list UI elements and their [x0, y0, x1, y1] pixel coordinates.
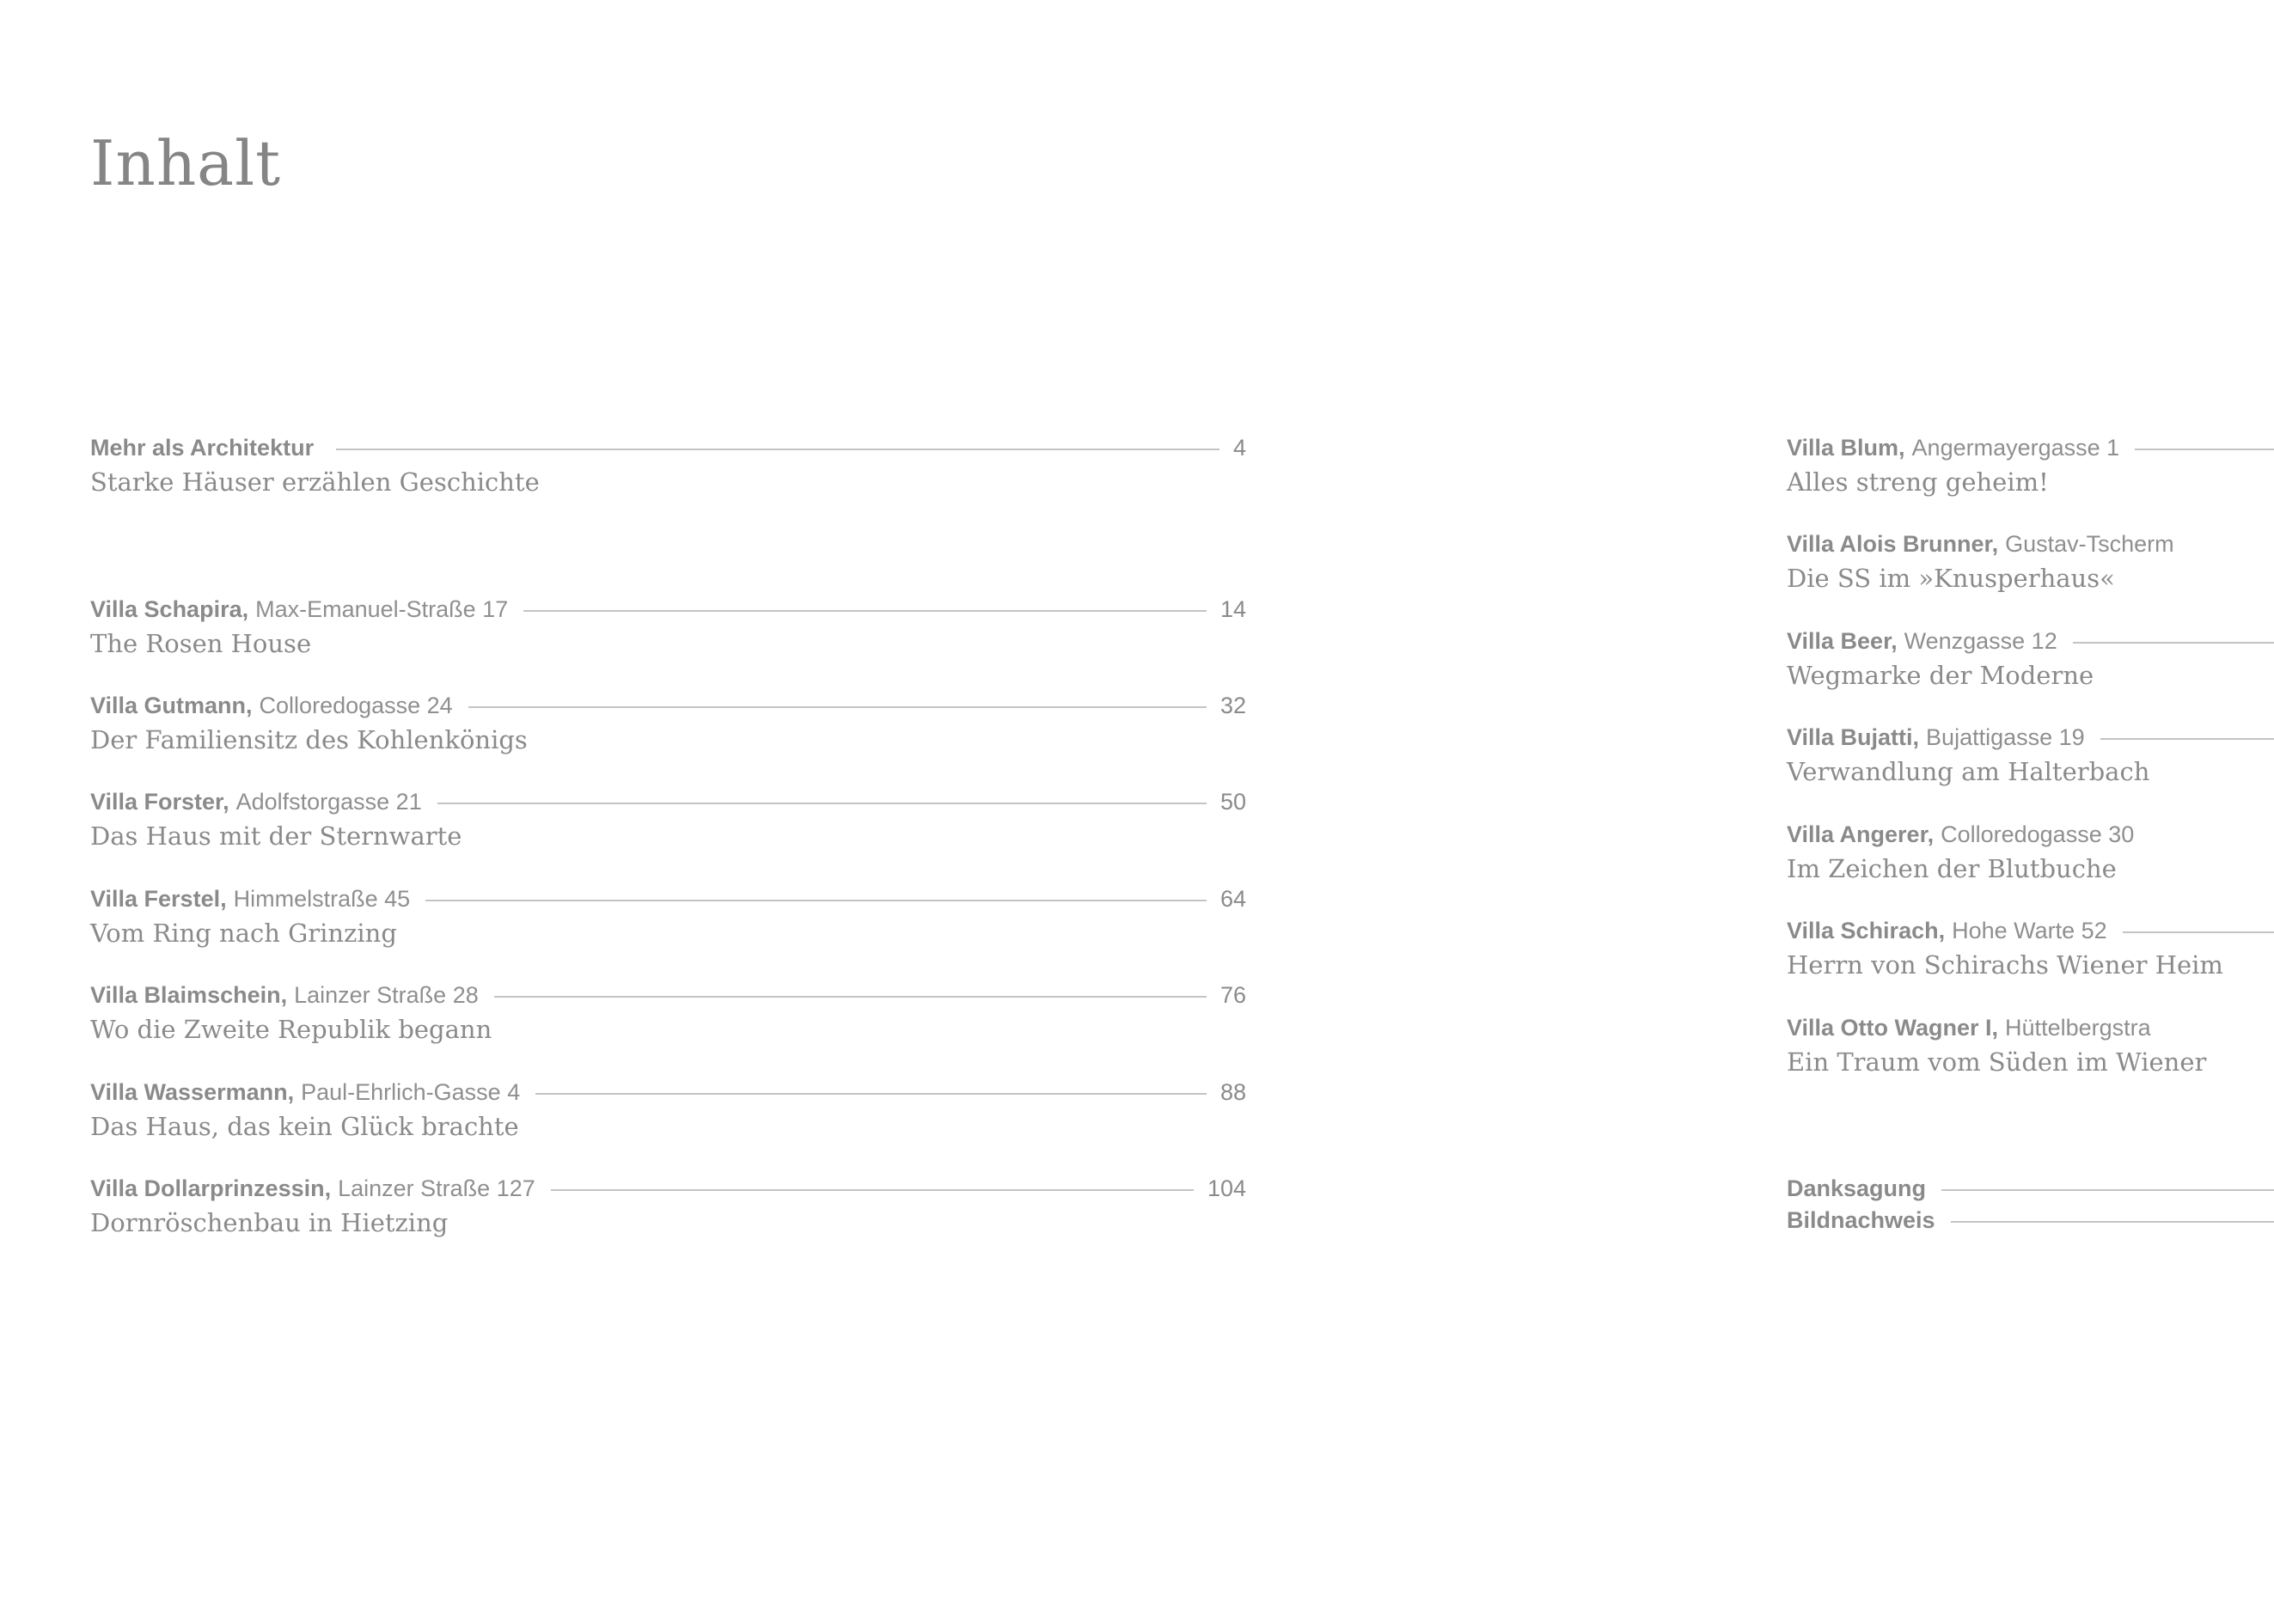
dot-leader: [336, 449, 1220, 450]
entry-address: Lainzer Straße 127: [338, 1175, 535, 1201]
entry-subtitle: The Rosen House: [90, 629, 312, 658]
toc-entry: [90, 1079, 1246, 1143]
entry-subtitle: Wegmarke der Moderne: [1787, 661, 2094, 690]
dot-leader: [425, 900, 1207, 901]
entry-address: Hohe Warte 52: [1952, 918, 2107, 943]
entry-subtitle: Wo die Zweite Republik begann: [90, 1015, 492, 1044]
entry-page-number: 14: [1220, 596, 1246, 622]
entry-subtitle: Das Haus mit der Sternwarte: [90, 821, 462, 851]
entry-heading: Mehr als Architektur: [90, 435, 315, 461]
dot-leader: [1941, 1189, 2274, 1191]
entry-address: Himmelstraße 45: [233, 886, 411, 912]
entry-subtitle: Der Familiensitz des Kohlenkönigs: [90, 725, 528, 754]
entry-page-number: 76: [1220, 982, 1246, 1008]
entry-subtitle: Starke Häuser erzählen Geschichte: [90, 467, 540, 497]
entry-subtitle: Alles streng geheim!: [1787, 467, 2049, 497]
entry-heading: Villa Bujatti,: [1787, 724, 1920, 750]
entry-page-number: 4: [1232, 435, 1246, 461]
entry-subtitle: Vom Ring nach Grinzing: [90, 919, 397, 948]
entry-address: Max-Emanuel-Straße 17: [255, 596, 509, 622]
toc-entry: [1787, 1175, 2274, 1207]
dot-leader: [2123, 931, 2274, 933]
entry-page-number: 88: [1220, 1079, 1246, 1105]
toc-entry: [1787, 628, 2274, 692]
entry-subtitle: Im Zeichen der Blutbuche: [1787, 854, 2117, 883]
toc-entry: [1787, 724, 2274, 788]
entry-heading: Villa Beer,: [1787, 628, 1898, 654]
entry-address: Wenzgasse 12: [1904, 628, 2057, 654]
dot-leader: [535, 1093, 1207, 1095]
entry-address: Hüttelbergstra: [2005, 1015, 2151, 1041]
entry-heading: Danksagung: [1787, 1175, 1927, 1201]
entry-page-number: 64: [1220, 886, 1246, 912]
toc-entry: [90, 693, 1246, 756]
entry-heading: Villa Wassermann,: [90, 1079, 295, 1105]
entry-subtitle: Das Haus, das kein Glück brachte: [90, 1112, 519, 1141]
toc-entry: [1787, 531, 2274, 595]
entry-address: Paul-Ehrlich-Gasse 4: [301, 1079, 521, 1105]
entry-heading: Bildnachweis: [1787, 1207, 1935, 1233]
entry-address: Gustav-Tscherm: [2005, 531, 2174, 557]
toc-entry: [1787, 1207, 2274, 1239]
entry-heading: Villa Blaimschein,: [90, 982, 288, 1008]
toc-entry: [90, 886, 1246, 949]
entry-heading: Villa Schirach,: [1787, 918, 1946, 943]
dot-leader: [2135, 449, 2274, 450]
entry-heading: Villa Angerer,: [1787, 821, 1935, 847]
entry-heading: Villa Gutmann,: [90, 693, 253, 718]
entry-subtitle: Die SS im »Knusperhaus«: [1787, 564, 2115, 593]
toc-entry: [90, 435, 1246, 498]
entry-heading: Villa Dollarprinzessin,: [90, 1175, 332, 1201]
toc-entry: [90, 789, 1246, 852]
toc-entry: [1787, 918, 2274, 981]
dot-leader: [551, 1189, 1194, 1191]
entry-address: Colloredogasse 30: [1941, 821, 2135, 847]
entry-heading: Villa Blum,: [1787, 435, 1905, 461]
page-title: Inhalt: [90, 127, 282, 199]
dot-leader: [494, 996, 1207, 998]
entry-page-number: 32: [1220, 693, 1246, 718]
dot-leader: [2100, 738, 2274, 740]
toc-entry: [1787, 821, 2274, 885]
toc-entry: [1787, 1015, 2274, 1078]
toc-entry: [90, 982, 1246, 1046]
entry-heading: Villa Otto Wagner I,: [1787, 1015, 1999, 1041]
toc-entry: [90, 1175, 1246, 1239]
dot-leader: [1951, 1221, 2274, 1223]
entry-page-number: 50: [1220, 789, 1246, 815]
toc-entry: [90, 596, 1246, 660]
dot-leader: [468, 706, 1207, 708]
dot-leader: [437, 803, 1207, 804]
entry-address: Bujattigasse 19: [1926, 724, 2085, 750]
entry-heading: Villa Ferstel,: [90, 886, 227, 912]
entry-address: Adolfstorgasse 21: [235, 789, 422, 815]
entry-heading: Villa Alois Brunner,: [1787, 531, 1999, 557]
entry-subtitle: Verwandlung am Halterbach: [1787, 757, 2150, 786]
entry-subtitle: Dornröschenbau in Hietzing: [90, 1208, 449, 1237]
toc-entry: [1787, 435, 2274, 498]
entry-address: Colloredogasse 24: [259, 693, 453, 718]
entry-address: Angermayergasse 1: [1911, 435, 2120, 461]
dot-leader: [523, 610, 1207, 612]
entry-subtitle: Herrn von Schirachs Wiener Heim: [1787, 950, 2223, 980]
entry-page-number: 104: [1207, 1175, 1246, 1201]
entry-subtitle: Ein Traum vom Süden im Wiener: [1787, 1047, 2207, 1077]
entry-heading: Villa Forster,: [90, 789, 229, 815]
entry-heading: Villa Schapira,: [90, 596, 249, 622]
entry-address: Lainzer Straße 28: [294, 982, 479, 1008]
dot-leader: [2073, 642, 2274, 644]
